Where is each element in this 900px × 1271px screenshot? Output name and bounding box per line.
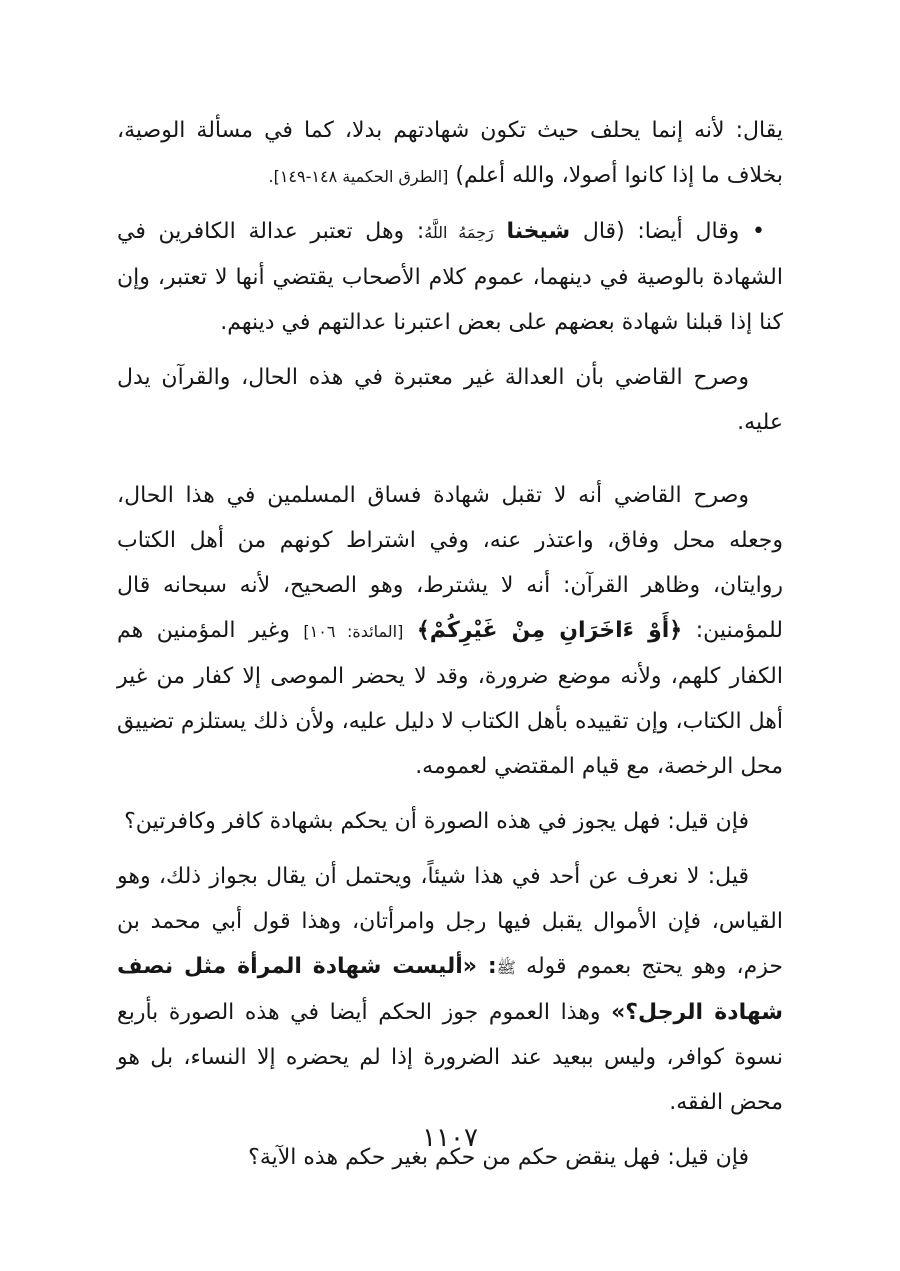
paragraph-4-start: وصرح القاضي أنه لا تقبل شهادة فساق المسلمين في هذا الحال، وجعله محل وفاق، واعتذر عنه، وفي اشتراط كونهم من أهل الكتاب روايتان، وظاهر القرآن: أنه لا يشترط، وهو الصحيح، لأنه سبحانه قال للمؤمنين:	[117, 483, 783, 643]
paragraph-2-rest: : وهل تعتبر عدالة الكافرين في الشهادة بالوصية في دينهما، عموم كلام الأصحاب يقتضي أنها لا تعتبر، وإن كنا إذا قبلنا شهادة بعضهم على بعض اعتبرنا عدالتهم في دينهم.	[117, 219, 783, 335]
paragraph-2	[117, 209, 783, 345]
paragraph-1	[117, 108, 783, 199]
paragraph-1-text: يقال: لأنه إنما يحلف حيث تكون شهادتهم بدلا، كما في مسألة الوصية، بخلاف ما إذا كانوا أصولا، والله أعلم)	[117, 118, 783, 188]
honorific-rahimahullah: رَحِمَهُ اللَّهُ	[424, 223, 494, 242]
citation-turuq-hukmiyya: [الطرق الحكمية ١٤٨-١٤٩].	[268, 167, 449, 186]
paragraph-3	[117, 355, 783, 445]
bullet-icon: •	[752, 219, 765, 244]
paragraph-6-rest: وهذا العموم جوز الحكم أيضا في هذه الصورة بأربع نسوة كوافر، وليس ببعيد عند الضرورة إذا لم يحضره إلا النساء، بل هو محض الفقه.	[117, 1000, 783, 1115]
paragraph-6-start: قيل: لا نعرف عن أحد في هذا شيئاً، ويحتمل أن يقال بجواز ذلك، وهو القياس، فإن الأموال يقبل فيها رجل وامرأتان، وهذا قول أبي محمد بن حزم، وهو يحتج بعموم قوله	[117, 864, 783, 979]
quran-verse: ﴿أَوْ ءَاخَرَانِ مِنْ غَيْرِكُمْ﴾	[416, 618, 683, 643]
paragraph-4	[117, 473, 783, 789]
citation-maidah: [المائدة: ١٠٦]	[303, 622, 404, 641]
paragraph-4-rest: وغير المؤمنين هم الكفار كلهم، ولأنه موضع ضرورة، وقد لا يحضر الموصى إلا كفار من غير أهل الكتاب، وإن تقييده بأهل الكتاب لا دليل عليه، ولأن ذلك يستلزم تضييق محل الرخصة، مع قيام المقتضي لعمومه.	[117, 618, 783, 779]
paragraph-2-start: وقال أيضا: (قال	[582, 219, 740, 244]
paragraph-6	[117, 854, 783, 1125]
paragraph-5	[117, 799, 783, 844]
hadith-quote: : «أليست شهادة المرأة مثل نصف شهادة الرجل؟»	[117, 954, 783, 1025]
paragraph-3-text: وصرح القاضي بأن العدالة غير معتبرة في هذه الحال، والقرآن يدل عليه.	[117, 365, 783, 435]
page-number: ١١٠٧	[422, 1123, 478, 1153]
salutation-symbol: ﷺ	[496, 958, 516, 977]
paragraph-gap	[117, 455, 783, 473]
sheikh-label: شيخنا	[506, 219, 571, 244]
paragraph-7-text: فإن قيل: فهل ينقض حكم من حكم بغير حكم هذه الآية؟	[248, 1145, 749, 1170]
paragraph-5-text: فإن قيل: فهل يجوز في هذه الصورة أن يحكم بشهادة كافر وكافرتين؟	[124, 809, 749, 834]
